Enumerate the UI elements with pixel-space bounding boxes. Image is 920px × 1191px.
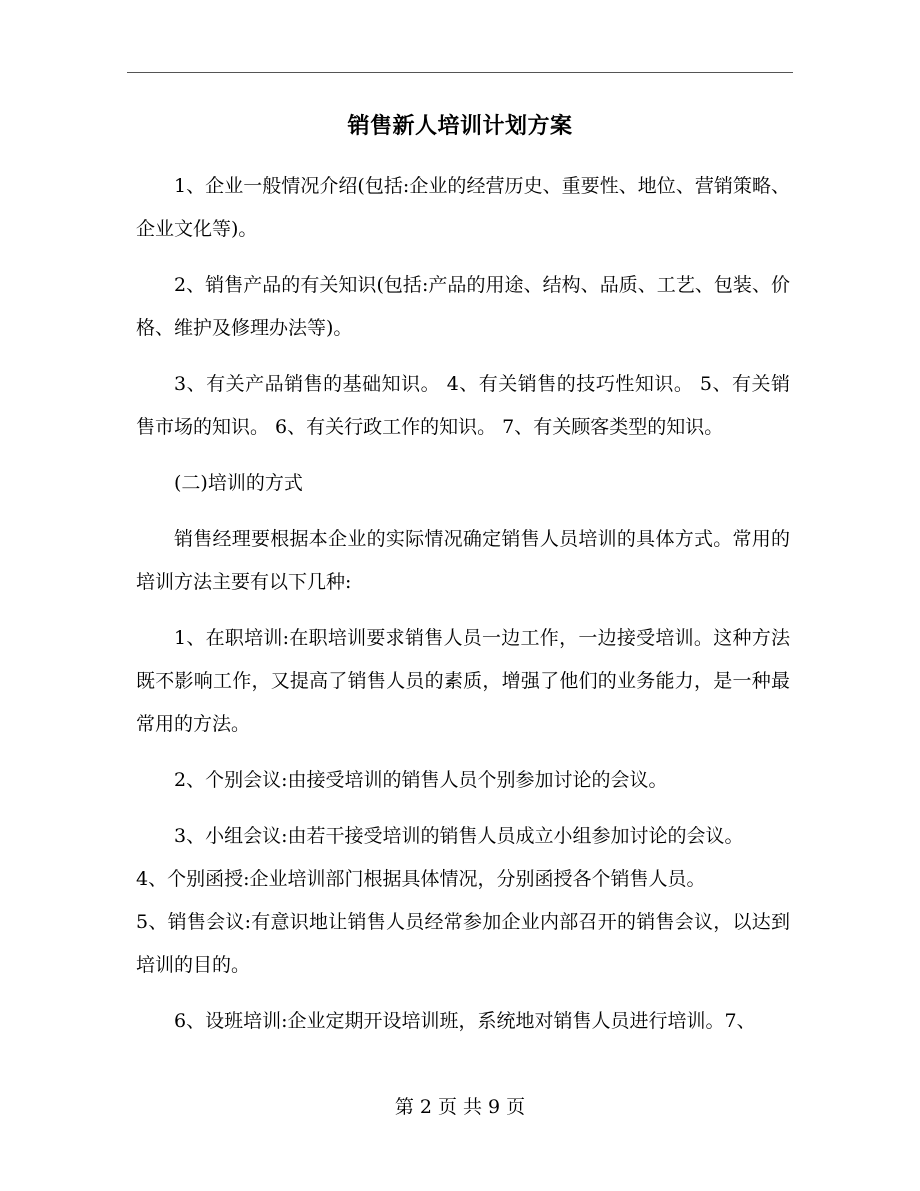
- page-title: 销售新人培训计划方案: [347, 113, 573, 139]
- paragraph-on-job-training: 1、在职培训:在职培训要求销售人员一边工作，一边接受培训。这种方法既不影响工作，又提高了销售人员的素质，增强了他们的业务能力，是一种最常用的方法。: [136, 627, 790, 735]
- paragraph-product-knowledge: 2、销售产品的有关知识(包括:产品的用途、结构、品质、工艺、包装、价格、维护及修理办法等)。: [136, 274, 790, 339]
- section-heading-training-methods: (二)培训的方式: [174, 472, 303, 494]
- paragraph-sales-meeting: 5、销售会议:有意识地让销售人员经常参加企业内部召开的销售会议，以达到培训的目的。: [136, 911, 790, 976]
- header-rule: [127, 72, 793, 73]
- paragraph-class-training: 6、设班培训:企业定期开设培训班，系统地对销售人员进行培训。7、: [174, 1010, 756, 1032]
- paragraph-methods-intro: 销售经理要根据本企业的实际情况确定销售人员培训的具体方式。常用的培训方法主要有以下几种:: [136, 528, 790, 593]
- paragraph-sales-knowledge: 3、有关产品销售的基础知识。 4、有关销售的技巧性知识。 5、有关销售市场的知识。 6、有关行政工作的知识。 7、有关顾客类型的知识。: [136, 373, 790, 438]
- document-body: [136, 165, 790, 1043]
- paragraph-group-meeting: 3、小组会议:由若干接受培训的销售人员成立小组参加讨论的会议。: [174, 825, 744, 847]
- paragraph-correspondence: 4、个别函授:企业培训部门根据具体情况，分别函授各个销售人员。: [136, 868, 706, 890]
- page-number-footer: 第 2 页 共 9 页: [394, 1096, 526, 1118]
- paragraph-individual-meeting: 2、个别会议:由接受培训的销售人员个别参加讨论的会议。: [174, 769, 668, 791]
- paragraph-company-overview: 1、企业一般情况介绍(包括:企业的经营历史、重要性、地位、营销策略、企业文化等)。: [136, 175, 790, 240]
